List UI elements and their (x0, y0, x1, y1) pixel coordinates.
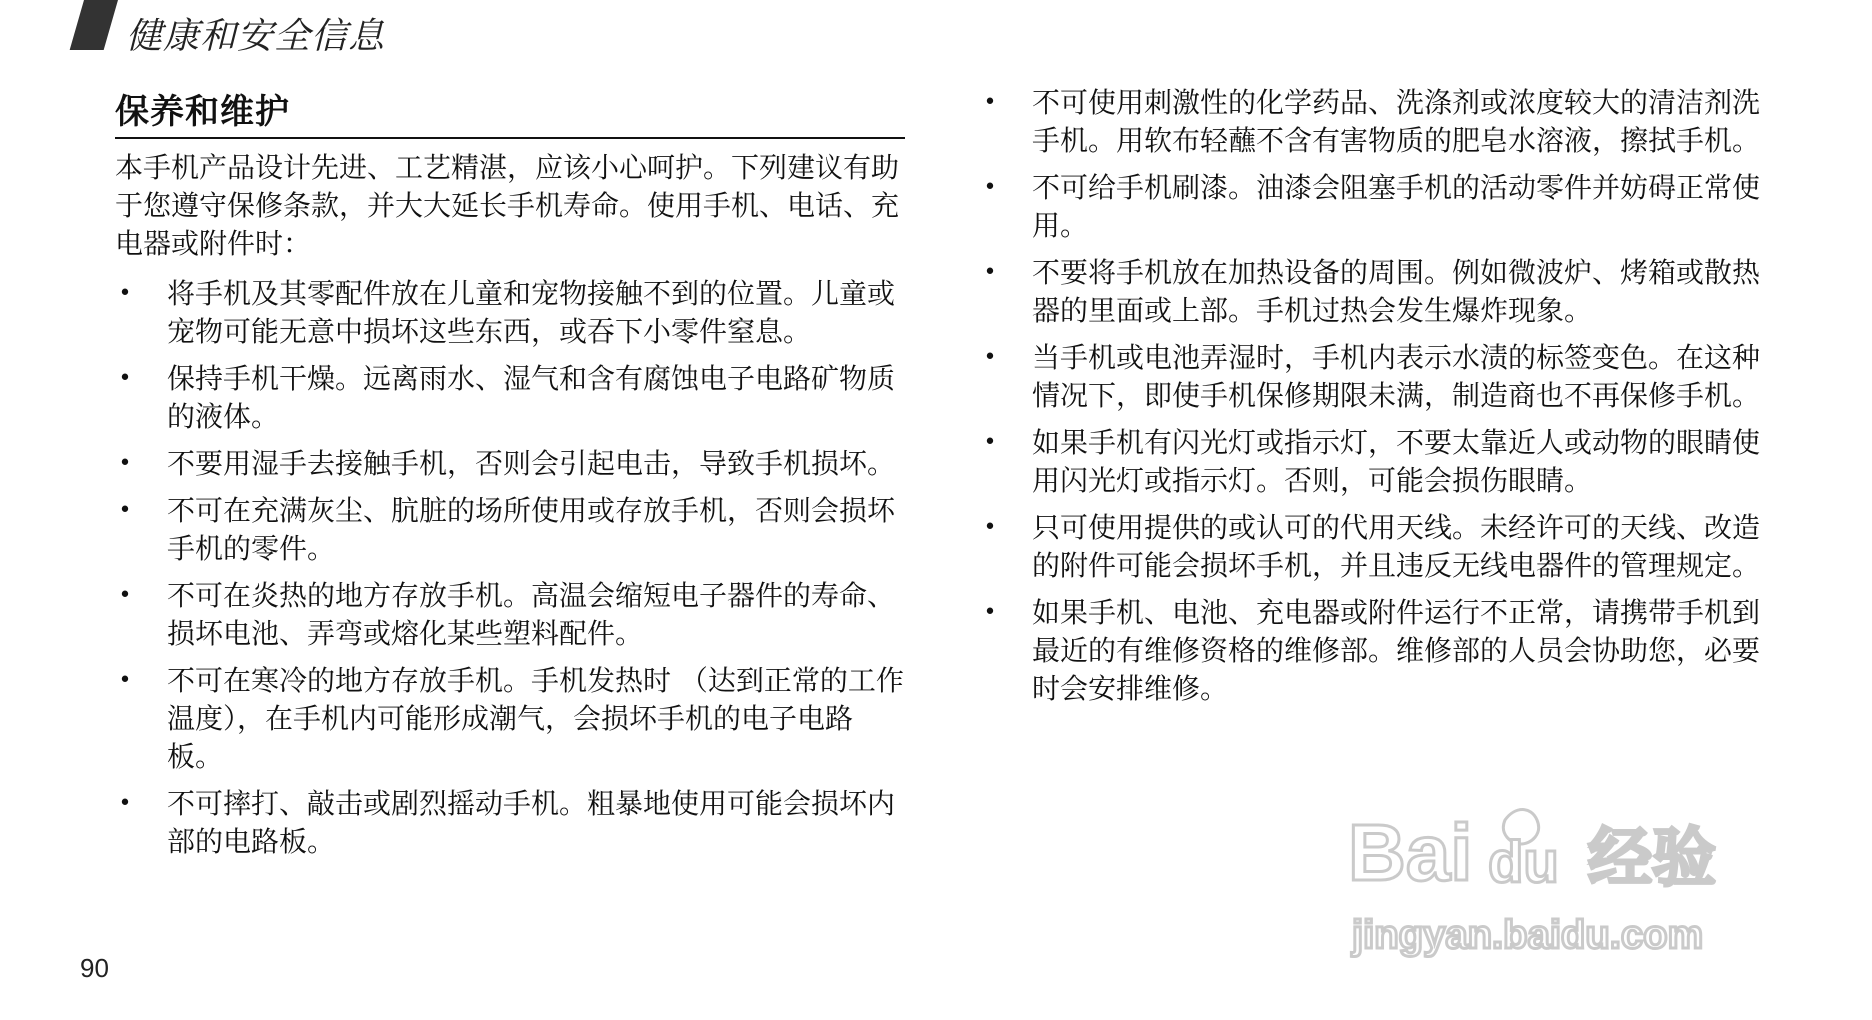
list-item (980, 594, 1760, 708)
left-column (115, 84, 905, 870)
bullet-icon: • (118, 791, 132, 816)
list-item-text: 如果手机有闪光灯或指示灯，不要太靠近人或动物的眼睛使用闪光灯或指示灯。否则，可能会损伤眼睛。 (1032, 426, 1761, 497)
bullet-icon: • (983, 600, 997, 625)
list-item-text: 不可给手机刷漆。油漆会阻塞手机的活动零件并妨碍正常使用。 (1032, 171, 1761, 242)
list-item-text: 当手机或电池弄湿时，手机内表示水渍的标签变色。在这种情况下，即使手机保修期限未满，制造商也不再保修手机。 (1032, 341, 1761, 412)
bullet-icon: • (118, 498, 132, 523)
svg-text:du: du (1488, 830, 1559, 895)
list-item-text: 不可在炎热的地方存放手机。高温会缩短电子器件的寿命、损坏电池、弄弯或熔化某些塑料配件。 (167, 579, 896, 650)
svg-text:jingyan.baidu.com: jingyan.baidu.com (1352, 913, 1704, 957)
list-item (115, 275, 905, 351)
list-item-text: 只可使用提供的或认可的代用天线。未经许可的天线、改造的附件可能会损坏手机，并且违反无线电器件的管理规定。 (1032, 511, 1761, 582)
list-item-text: 不可在寒冷的地方存放手机。手机发热时 （达到正常的工作温度），在手机内可能形成潮气，会损坏手机的电子电路板。 (167, 664, 904, 773)
svg-text:经验: 经验 (1588, 822, 1716, 896)
right-bullet-list (980, 84, 1760, 708)
bullet-icon: • (983, 430, 997, 455)
list-item (115, 662, 905, 776)
list-item (980, 339, 1760, 415)
list-item-text: 将手机及其零配件放在儿童和宠物接触不到的位置。儿童或宠物可能无意中损坏这些东西，或吞下小零件窒息。 (167, 277, 896, 348)
list-item (980, 509, 1760, 585)
bullet-icon: • (983, 175, 997, 200)
list-item (980, 254, 1760, 330)
list-item (980, 424, 1760, 500)
bullet-icon: • (118, 366, 132, 391)
list-item (115, 445, 905, 483)
bullet-icon: • (983, 90, 997, 115)
bullet-icon: • (118, 281, 132, 306)
bullet-icon: • (118, 451, 132, 476)
list-item-text: 不可摔打、敲击或剧烈摇动手机。粗暴地使用可能会损坏内部的电路板。 (167, 787, 896, 858)
bullet-icon: • (118, 583, 132, 608)
list-item (115, 360, 905, 436)
list-item-text: 不可使用刺激性的化学药品、洗涤剂或浓度较大的清洁剂洗手机。用软布轻蘸不含有害物质的肥皂水溶液，擦拭手机。 (1032, 86, 1761, 157)
list-item-text: 不要用湿手去接触手机，否则会引起电击，导致手机损坏。 (167, 447, 896, 480)
list-item (115, 785, 905, 861)
header-accent-bar (70, 0, 118, 50)
bullet-icon: • (983, 345, 997, 370)
list-item-text: 如果手机、电池、充电器或附件运行不正常，请携带手机到最近的有维修资格的维修部。维修部的人员会协助您，必要时会安排维修。 (1032, 596, 1761, 705)
list-item-text: 不可在充满灰尘、肮脏的场所使用或存放手机，否则会损坏手机的零件。 (167, 494, 896, 565)
list-item (115, 577, 905, 653)
bullet-icon: • (118, 668, 132, 693)
list-item (980, 169, 1760, 245)
page-number: 90 (80, 953, 109, 983)
list-item-text: 保持手机干燥。远离雨水、湿气和含有腐蚀电子电路矿物质的液体。 (167, 362, 896, 433)
list-item (980, 84, 1760, 160)
list-item (115, 492, 905, 568)
svg-text:Bai: Bai (1348, 808, 1473, 897)
list-item-text: 不要将手机放在加热设备的周围。例如微波炉、烤箱或散热器的里面或上部。手机过热会发生爆炸现象。 (1032, 256, 1761, 327)
baidu-watermark-logo (1340, 800, 1780, 960)
section-title: 保养和维护 (115, 84, 905, 139)
right-column (980, 84, 1760, 717)
left-bullet-list (115, 275, 905, 861)
bullet-icon: • (983, 260, 997, 285)
section-intro: 本手机产品设计先进、工艺精湛，应该小心呵护。下列建议有助于您遵守保修条款，并大大延长手机寿命。使用手机、电话、充电器或附件时： (115, 151, 900, 260)
bullet-icon: • (983, 515, 997, 540)
chapter-title: 健康和安全信息 (126, 16, 386, 57)
